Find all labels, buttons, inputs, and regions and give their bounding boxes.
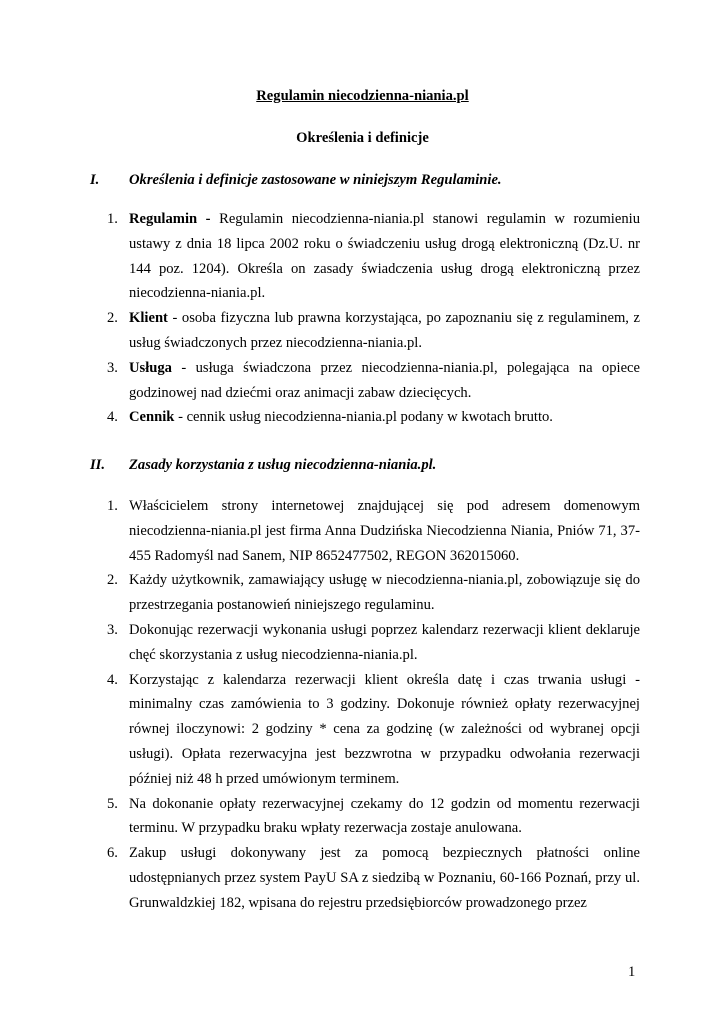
- item-text: Korzystając z kalendarza rezerwacji klient określa datę i czas trwania usługi - minimalny czas zamówienia to 3 godziny. Dokonuje również opłaty rezerwacyjnej równej iloczynowi: 2 godziny * cena za godzinę (w zależności od wybranej opcji usługi). Opłata rezerwacyjna jest bezzwrotna w przypadku odwołania rezerwacji później niż 48 h przed umówionym terminem.: [129, 671, 640, 787]
- definitions-list: [107, 207, 640, 430]
- item-text: Każdy użytkownik, zamawiający usługę w niecodzienna-niania.pl, zobowiązuje się do przestrzegania postanowień niniejszego regulaminu.: [129, 572, 640, 614]
- item-text: Właścicielem strony internetowej znajdującej się pod adresem domenowym niecodzienna-niania.pl jest firma Anna Dudzińska Niecodzienna Niania, Pniów 71, 37-455 Radomyśl nad Sanem, NIP 8652477502, REGON 362015060.: [129, 498, 640, 564]
- section-numeral: I.: [90, 172, 100, 188]
- section-numeral: II.: [90, 457, 106, 473]
- item-number: 1.: [107, 498, 118, 514]
- item-text: Dokonując rezerwacji wykonania usługi poprzez kalendarz rezerwacji klient deklaruje chęć skorzystania z usług niecodzienna-niania.pl.: [129, 621, 640, 663]
- item-number: 5.: [107, 795, 118, 812]
- item-term: Regulamin -: [129, 211, 211, 227]
- item-term: Cennik: [129, 409, 175, 426]
- rules-list: [107, 494, 640, 916]
- section-title: Określenia i definicje zastosowane w niniejszym Regulaminie.: [129, 172, 502, 188]
- item-number: 4.: [107, 671, 118, 688]
- item-number: 3.: [107, 621, 118, 638]
- item-number: 1.: [107, 211, 118, 227]
- list-item: [107, 306, 640, 356]
- section-title: Zasady korzystania z usług niecodzienna-niania.pl.: [129, 457, 437, 473]
- list-item: [107, 792, 640, 842]
- list-item: [107, 494, 640, 568]
- list-item: [107, 618, 640, 668]
- list-item: [107, 356, 640, 406]
- list-item: [107, 207, 640, 306]
- item-number: 3.: [107, 359, 118, 376]
- document-subtitle: Określenia i definicje: [296, 130, 429, 146]
- item-term: Klient: [129, 310, 168, 327]
- item-text: Zakup usługi dokonywany jest za pomocą bezpiecznych płatności online udostępnianych przez system PayU SA z siedzibą w Poznaniu, 60-166 Poznań, przy ul. Grunwaldzkiej 182, wpisana do rejestru przedsiębiorców prowadzonego przez: [129, 845, 640, 911]
- page-number: 1: [628, 964, 636, 980]
- item-number: 2.: [107, 310, 118, 327]
- item-text: Regulamin niecodzienna-niania.pl stanowi regulamin w rozumieniu ustawy z dnia 18 lipca 2002 roku o świadczeniu usług drogą elektroniczną (Dz.U. nr 144 poz. 1204). Określa on zasady świadczenia usług drogą elektroniczną przez niecodzienna-niania.pl.: [129, 211, 640, 302]
- item-text: - usługa świadczona przez niecodzienna-niania.pl, polegająca na opiece godzinowej nad dziećmi oraz animacji zabaw dziecięcych.: [129, 359, 640, 401]
- item-number: 2.: [107, 572, 118, 589]
- item-number: 4.: [107, 409, 118, 426]
- item-term: Usługa: [129, 359, 172, 376]
- item-text: - cennik usług niecodzienna-niania.pl podany w kwotach brutto.: [174, 409, 553, 426]
- list-item: [107, 568, 640, 618]
- item-text: Na dokonanie opłaty rezerwacyjnej czekamy do 12 godzin od momentu rezerwacji terminu. W przypadku braku wpłaty rezerwacja zostaje anulowana.: [129, 795, 640, 837]
- list-item: [107, 405, 640, 430]
- item-number: 6.: [107, 845, 118, 862]
- document-title: Regulamin niecodzienna-niania.pl: [256, 88, 469, 104]
- list-item: [107, 841, 640, 915]
- list-item: [107, 668, 640, 792]
- item-text: - osoba fizyczna lub prawna korzystająca, po zapoznaniu się z regulaminem, z usług świadczonych przez niecodzienna-niania.pl.: [129, 310, 640, 351]
